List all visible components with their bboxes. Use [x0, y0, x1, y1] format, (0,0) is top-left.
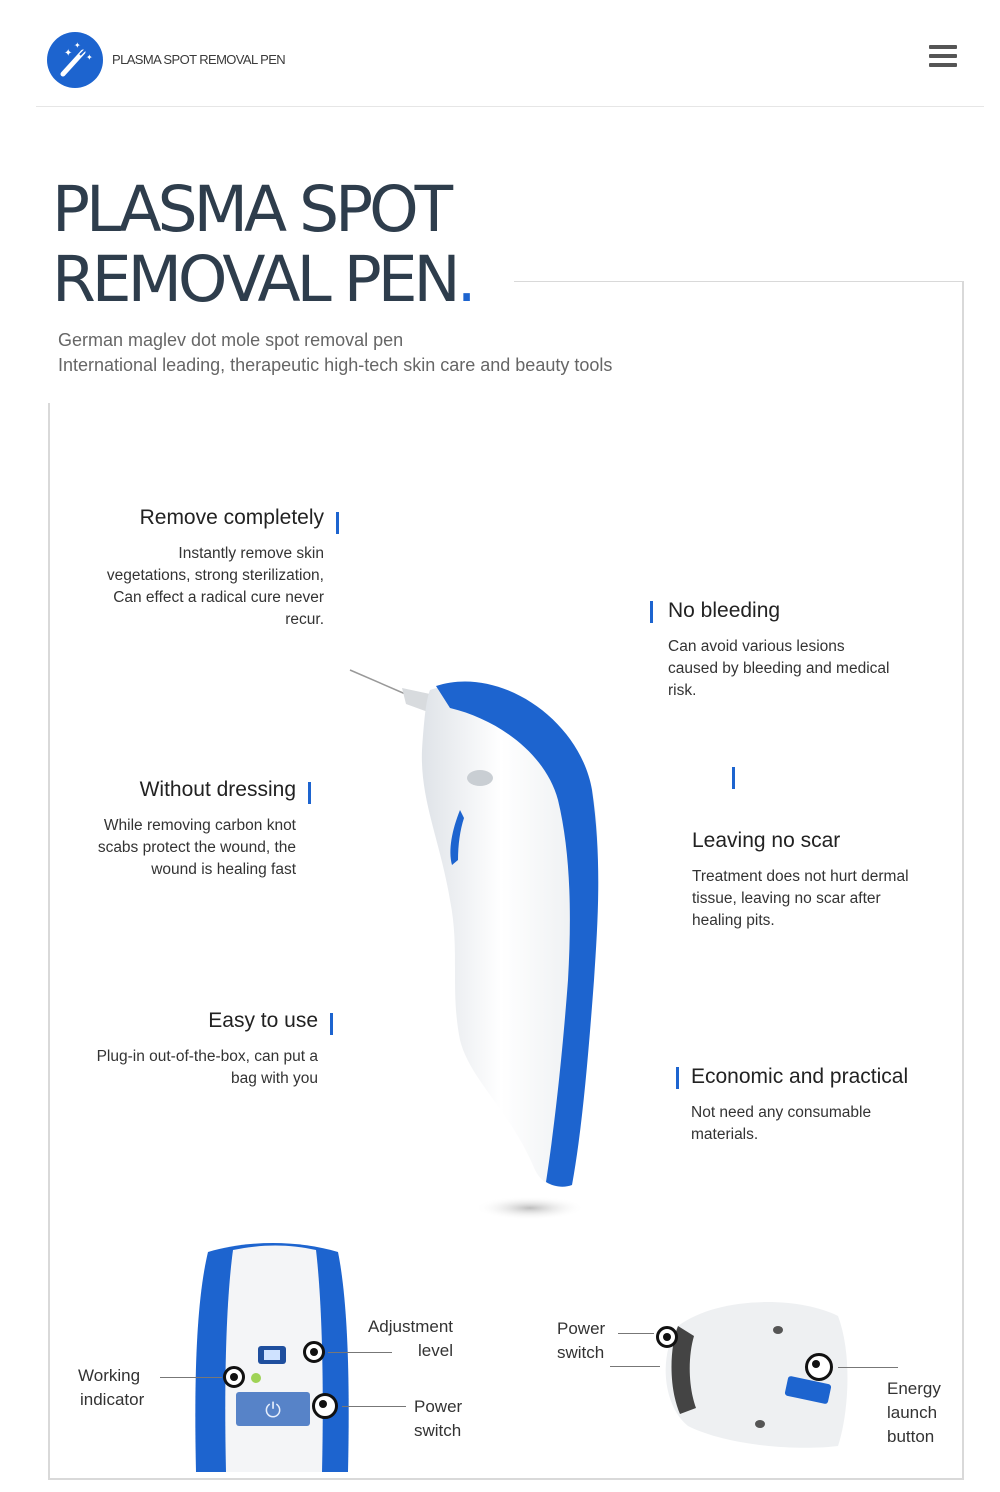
power-switch-front-marker[interactable] — [312, 1393, 338, 1419]
feature-description: Treatment does not hurt dermal tissue, leaving no scar after healing pits. — [692, 868, 909, 929]
callout-line — [610, 1366, 660, 1367]
feature-easy-to-use — [58, 1008, 318, 1090]
svg-text:✦: ✦ — [74, 41, 81, 50]
page-title — [52, 175, 473, 315]
feature-description: While removing carbon knot scabs protect the wound, the wound is healing fast — [97, 817, 296, 878]
frame-divider-right — [962, 281, 964, 1480]
feature-description: Not need any consumable materials. — [691, 1104, 872, 1143]
feature-accent-bar — [650, 601, 653, 623]
title-line-1: PLASMA SPOT — [52, 173, 450, 246]
feature-description: Plug-in out-of-the-box, can put a bag with you — [96, 1048, 318, 1087]
feature-title: Economic and practical — [691, 1065, 909, 1088]
adjustment-level-label: Adjustment level — [367, 1317, 453, 1360]
feature-accent-bar — [676, 1067, 679, 1089]
site-header — [36, 0, 984, 107]
feature-remove-completely — [64, 505, 324, 631]
feature-leaving-no-scar — [692, 828, 952, 932]
feature-economic-practical — [691, 1064, 956, 1146]
svg-text:⏻: ⏻ — [265, 1398, 281, 1422]
feature-no-bleeding — [668, 598, 948, 702]
adjustment-level-marker[interactable] — [303, 1341, 325, 1363]
feature-without-dressing — [36, 777, 296, 881]
pen-front-closeup-image — [188, 1242, 358, 1472]
feature-accent-bar — [308, 782, 311, 804]
working-indicator-marker[interactable] — [223, 1366, 245, 1388]
frame-divider-left — [48, 403, 50, 1480]
callout-line — [160, 1377, 222, 1378]
feature-accent-bar — [732, 767, 735, 789]
magic-wand-icon[interactable] — [47, 32, 103, 88]
energy-launch-marker[interactable] — [805, 1353, 833, 1381]
title-dot: . — [456, 243, 473, 316]
callout-line — [838, 1367, 898, 1368]
energy-launch-label: Energy launch button — [887, 1379, 941, 1446]
plasma-pen-image — [340, 660, 620, 1230]
power-switch-side-marker[interactable] — [656, 1326, 678, 1348]
feature-accent-bar — [330, 1013, 333, 1035]
subtitle-line-1: German maglev dot mole spot removal pen — [58, 330, 404, 350]
feature-description: Instantly remove skin vegetations, strong sterilization, Can effect a radical cure never recur. — [106, 545, 324, 628]
feature-title: Without dressing — [139, 778, 296, 801]
subtitle-line-2: International leading, therapeutic high-tech skin care and beauty tools — [58, 355, 613, 375]
feature-title: Remove completely — [139, 506, 324, 529]
title-line-2: REMOVAL PEN — [52, 243, 457, 316]
feature-title: Easy to use — [208, 1009, 318, 1032]
feature-accent-bar — [336, 512, 339, 534]
frame-divider-bottom — [48, 1478, 964, 1480]
svg-text:✦: ✦ — [86, 53, 93, 62]
callout-line — [618, 1333, 654, 1334]
svg-text:✦: ✦ — [64, 48, 73, 59]
power-switch-side-label: Power switch — [557, 1319, 606, 1362]
feature-title: No bleeding — [668, 599, 781, 622]
hamburger-menu-icon[interactable] — [929, 42, 959, 72]
feature-title: Leaving no scar — [692, 829, 841, 852]
power-switch-front-label: Power switch — [414, 1397, 463, 1440]
callout-line — [342, 1406, 406, 1407]
working-indicator-label: Working indicator — [78, 1366, 145, 1409]
brand-name[interactable]: PLASMA SPOT REMOVAL PEN — [112, 52, 286, 67]
feature-description: Can avoid various lesions caused by bleeding and medical risk. — [668, 638, 890, 699]
frame-divider-top — [514, 281, 964, 282]
